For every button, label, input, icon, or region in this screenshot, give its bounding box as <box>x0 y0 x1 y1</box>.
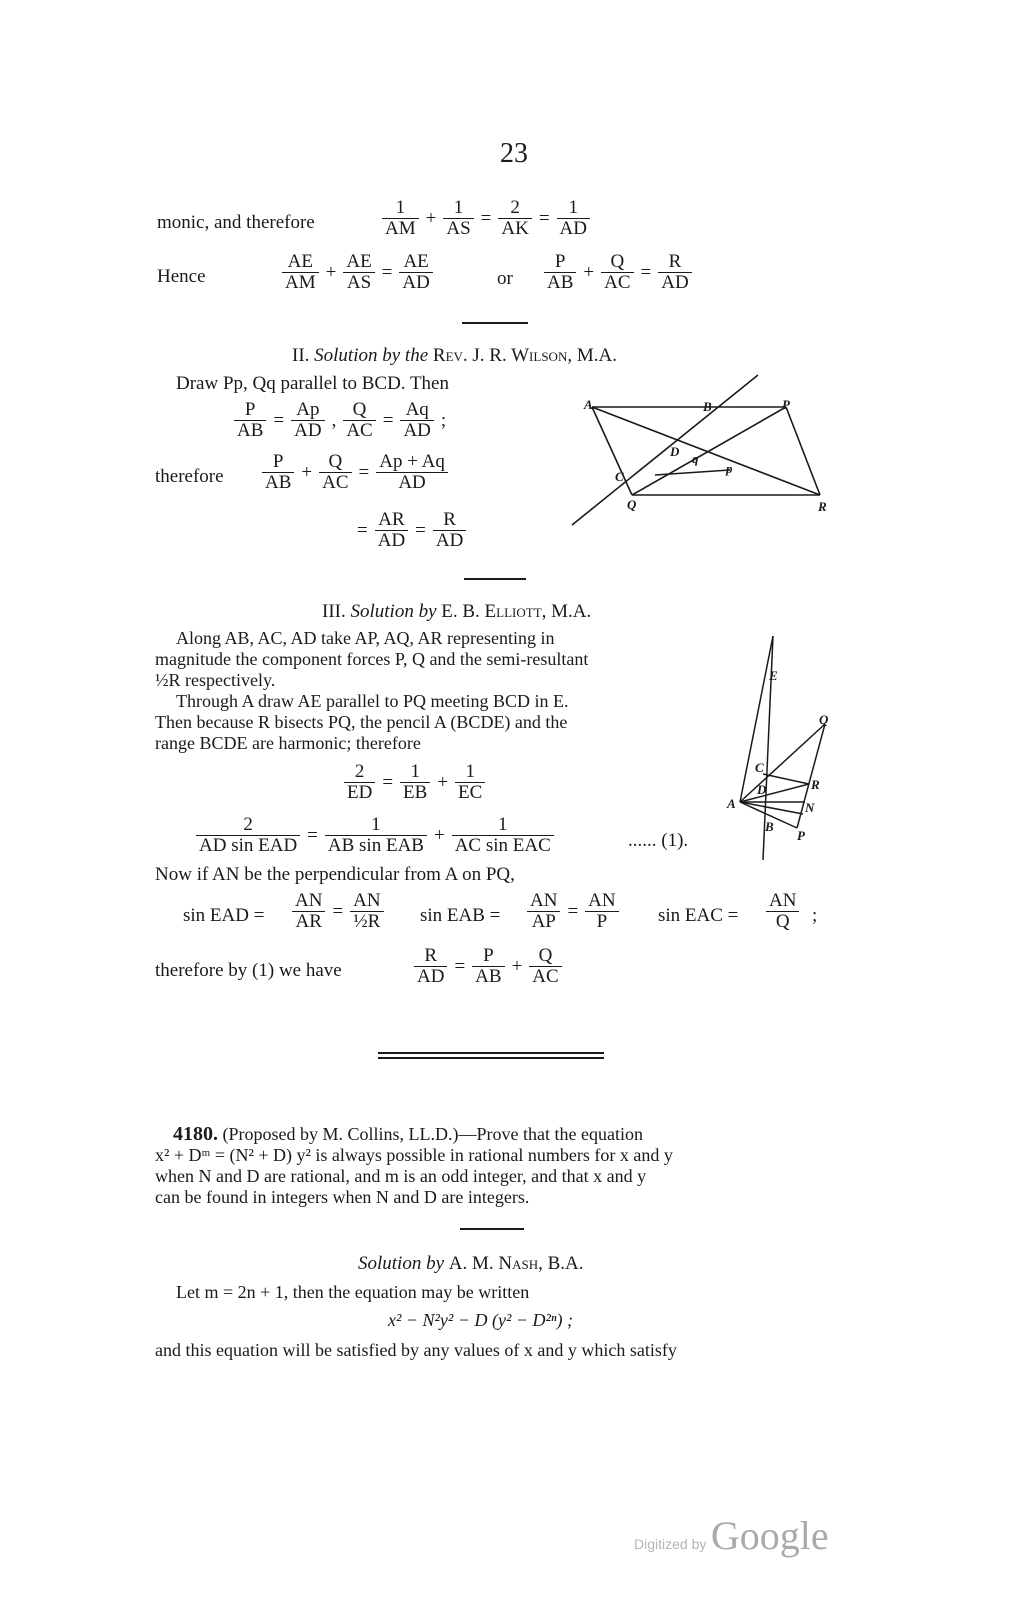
fraction <box>399 252 432 293</box>
fraction-denominator: AB <box>265 472 292 493</box>
equation-harmonic-reciprocals <box>378 198 594 239</box>
math-operator: = <box>382 409 394 431</box>
solution-3-heading <box>322 601 591 623</box>
sin-ead-label: sin EAD = <box>183 905 265 926</box>
equation-sum <box>258 452 452 493</box>
figure-label: p <box>726 461 733 476</box>
fraction-denominator: AD <box>402 272 430 293</box>
fraction <box>343 252 374 293</box>
fraction <box>766 891 799 932</box>
math-operator: = <box>415 519 426 541</box>
fraction <box>291 400 324 441</box>
figure-label: P <box>782 397 790 412</box>
equation-force-ratios <box>540 252 696 293</box>
fraction-numerator: 1 <box>455 762 485 783</box>
paragraph-line: range BCDE are harmonic; therefore <box>155 733 421 753</box>
figure-label: D <box>757 782 767 797</box>
hence-text: Hence <box>157 266 206 287</box>
fraction <box>658 252 691 293</box>
math-operator: = <box>538 207 550 229</box>
fraction-denominator: AP <box>531 911 556 932</box>
equation-ae-ratios <box>278 252 437 293</box>
fraction-denominator: ED <box>347 782 373 803</box>
solution-3-paragraph <box>155 628 715 754</box>
fraction-numerator: R <box>658 252 691 273</box>
watermark-small: Digitized by <box>634 1536 707 1552</box>
fraction-numerator: 2 <box>344 762 375 783</box>
fraction <box>433 510 466 551</box>
paragraph-line: Along AB, AC, AD take AP, AQ, AR representing in <box>176 628 555 648</box>
therefore-text: therefore by (1) we have <box>155 960 342 981</box>
fraction-denominator: AB <box>237 420 264 441</box>
heading-italic: Solution by <box>350 601 437 622</box>
fraction-numerator: 2 <box>498 198 531 219</box>
force-figure <box>725 632 845 864</box>
fraction-numerator: R <box>433 510 466 531</box>
fraction-denominator: AD <box>417 966 445 987</box>
fraction-denominator: AM <box>385 218 416 239</box>
fraction <box>414 946 447 987</box>
fraction-numerator: Aq <box>400 400 433 421</box>
solution-2-heading <box>292 345 617 367</box>
fraction-denominator: AR <box>295 911 322 932</box>
section-divider <box>460 1228 524 1230</box>
paragraph-line: Then because R bisects PQ, the pencil A (BCDE) and the <box>155 712 568 732</box>
fraction <box>557 198 590 239</box>
fraction-denominator: AC sin EAC <box>454 835 551 856</box>
solution-2-line: Draw Pp, Qq parallel to BCD. Then <box>176 373 449 394</box>
fraction-numerator: AN <box>585 891 618 912</box>
fraction <box>375 510 408 551</box>
fraction-numerator: Q <box>529 946 561 967</box>
figure-label: C <box>755 760 764 775</box>
fraction-denominator: EC <box>458 782 483 803</box>
math-operator: = <box>382 771 394 793</box>
fraction-numerator: P <box>544 252 576 273</box>
nash-line: Let m = 2n + 1, then the equation may be written <box>176 1282 530 1302</box>
fraction <box>292 891 325 932</box>
author-name: E. B. Elliott, M.A. <box>441 601 592 622</box>
figure-label: P <box>797 828 805 843</box>
equation-parallel-ratios <box>230 400 449 441</box>
figure-label: E <box>769 668 778 683</box>
problem-line <box>155 1124 845 1145</box>
watermark-brand: Google <box>710 1513 829 1558</box>
equation-result <box>354 510 470 551</box>
fraction-denominator: AC <box>532 966 559 987</box>
sin-eac-label: sin EAC = <box>658 905 739 926</box>
fraction <box>343 400 375 441</box>
figure-label: R <box>811 777 820 792</box>
fraction-numerator: Ap <box>291 400 324 421</box>
fraction-denominator: AD sin EAD <box>199 835 298 856</box>
figure-label: A <box>584 397 593 412</box>
fraction-denominator: AC <box>346 420 373 441</box>
fraction-denominator: AD <box>294 420 322 441</box>
math-operator: = <box>273 409 285 431</box>
fraction <box>234 400 266 441</box>
equation-sin-eab <box>523 891 623 932</box>
fraction-numerator: AN <box>350 891 383 912</box>
sin-eab-label: sin EAB = <box>420 905 501 926</box>
semicolon: ; <box>812 905 818 926</box>
figure-label: B <box>765 819 774 834</box>
math-operator: + <box>325 261 337 283</box>
fraction <box>455 762 485 803</box>
fraction <box>472 946 504 987</box>
equation-sines <box>192 815 558 856</box>
paragraph-line: Through A draw AE parallel to PQ meeting BCD in E. <box>176 691 569 711</box>
fraction-numerator: Q <box>319 452 351 473</box>
fraction-denominator: ½R <box>353 911 381 932</box>
math-operator: = <box>381 261 393 283</box>
fraction-numerator: AN <box>766 891 799 912</box>
fraction-denominator: P <box>596 911 608 932</box>
fraction <box>376 452 448 493</box>
fraction-numerator: 2 <box>196 815 300 836</box>
figure-label: C <box>615 469 624 484</box>
fraction-denominator: AB sin EAB <box>327 835 424 856</box>
math-operator: = <box>307 824 318 846</box>
fraction-numerator: R <box>414 946 447 967</box>
fraction-numerator: AR <box>375 510 408 531</box>
heading-number: III. <box>322 601 346 622</box>
fraction-denominator: EB <box>403 782 428 803</box>
fraction <box>325 815 427 856</box>
parallelogram-figure <box>560 365 850 530</box>
fraction-numerator: 1 <box>325 815 427 836</box>
heading-number: II. <box>292 345 310 366</box>
math-operator: ; <box>440 409 447 431</box>
problem-text: (Proposed by M. Collins, LL.D.)—Prove that the equation <box>222 1124 643 1144</box>
fraction <box>529 946 561 987</box>
math-operator: = <box>480 207 492 229</box>
fraction-numerator: 1 <box>443 198 473 219</box>
fraction-numerator: P <box>262 452 294 473</box>
math-operator: + <box>301 461 313 483</box>
fraction <box>382 198 419 239</box>
figure-label: A <box>727 796 736 811</box>
fraction-numerator: AE <box>399 252 432 273</box>
fraction-denominator: AD <box>661 272 689 293</box>
solution-nash-heading <box>358 1253 584 1275</box>
fraction-numerator: AN <box>527 891 560 912</box>
problem-line: can be found in integers when N and D are integers. <box>155 1187 530 1207</box>
fraction-denominator: Q <box>775 911 790 932</box>
fraction <box>498 198 531 239</box>
heading-italic: Solution by <box>358 1253 445 1274</box>
section-divider <box>462 322 528 324</box>
fraction-numerator: 1 <box>557 198 590 219</box>
problem-number: 4180. <box>173 1123 218 1145</box>
paragraph-line: magnitude the component forces P, Q and the semi-resultant <box>155 649 589 669</box>
monic-text: monic, and therefore <box>157 212 315 233</box>
fraction <box>344 762 375 803</box>
fraction <box>544 252 576 293</box>
double-rule-divider <box>378 1052 604 1059</box>
fraction-numerator: 1 <box>452 815 554 836</box>
fraction-denominator: AS <box>346 272 372 293</box>
figure-label: Q <box>819 712 829 727</box>
fraction-numerator: AE <box>343 252 374 273</box>
nash-line: and this equation will be satisfied by any values of x and y which satisfy <box>155 1340 677 1360</box>
problem-statement <box>155 1124 845 1208</box>
fraction-denominator: AD <box>403 420 431 441</box>
math-operator: = <box>332 900 344 922</box>
fraction <box>400 400 433 441</box>
problem-line: when N and D are rational, and m is an odd integer, and that x and y <box>155 1166 647 1186</box>
fraction-numerator: P <box>234 400 266 421</box>
fraction <box>282 252 319 293</box>
equation-harmonic-range <box>340 762 489 803</box>
math-operator: + <box>583 261 595 283</box>
figure-label: Q <box>627 497 637 512</box>
fraction-denominator: AD <box>398 472 426 493</box>
fraction-numerator: AN <box>292 891 325 912</box>
equation-number-label: ...... (1). <box>628 830 689 851</box>
fraction <box>262 452 294 493</box>
digitized-watermark <box>634 1512 829 1559</box>
fraction <box>319 452 351 493</box>
fraction-numerator: Ap + Aq <box>376 452 448 473</box>
figure-label: R <box>818 499 827 514</box>
section-divider <box>464 578 526 580</box>
math-operator: = <box>357 519 368 541</box>
paragraph-line: ½R respectively. <box>155 670 276 690</box>
fraction-denominator: AB <box>475 966 502 987</box>
fraction <box>527 891 560 932</box>
math-operator: + <box>425 207 437 229</box>
fraction-numerator: Q <box>343 400 375 421</box>
equation-final <box>410 946 566 987</box>
fraction-denominator: AD <box>435 530 464 551</box>
math-operator: + <box>433 824 445 846</box>
fraction <box>443 198 473 239</box>
math-operator: + <box>437 771 449 793</box>
math-operator: , <box>331 409 337 431</box>
fraction-denominator: AK <box>501 218 529 239</box>
fraction-denominator: AD <box>377 530 406 551</box>
fraction-numerator: 1 <box>382 198 419 219</box>
fraction <box>585 891 618 932</box>
fraction <box>400 762 430 803</box>
therefore-text: therefore <box>155 466 224 487</box>
fraction-denominator: AM <box>285 272 316 293</box>
fraction-numerator: P <box>472 946 504 967</box>
figure-label: B <box>703 399 712 414</box>
fraction <box>196 815 300 856</box>
problem-line: x² + Dᵐ = (N² + D) y² is always possible in rational numbers for x and y <box>155 1145 673 1165</box>
fraction-numerator: Q <box>601 252 633 273</box>
fraction <box>601 252 633 293</box>
now-line: Now if AN be the perpendicular from A on PQ, <box>155 864 515 885</box>
figure-label: N <box>805 800 815 815</box>
or-text: or <box>497 268 513 289</box>
page-number: 23 <box>500 138 528 169</box>
heading-italic: Solution by the <box>314 345 429 366</box>
fraction-denominator: AD <box>559 218 587 239</box>
author-name: A. M. Nash, B.A. <box>448 1253 584 1274</box>
fraction-denominator: AS <box>446 218 471 239</box>
equation-sin-ead <box>288 891 388 932</box>
math-operator: = <box>358 461 370 483</box>
math-operator: = <box>640 261 652 283</box>
fraction-denominator: AC <box>322 472 349 493</box>
math-operator: + <box>511 955 523 977</box>
math-operator: = <box>454 955 466 977</box>
fraction-numerator: 1 <box>400 762 430 783</box>
figure-label: D <box>670 444 680 459</box>
figure-label: q <box>692 451 699 466</box>
nash-equation: x² − N²y² − D (y² − D²ⁿ) ; <box>388 1310 574 1330</box>
fraction-denominator: AB <box>547 272 574 293</box>
author-name: Rev. J. R. Wilson, M.A. <box>432 345 617 366</box>
fraction <box>452 815 554 856</box>
fraction-numerator: AE <box>282 252 319 273</box>
math-operator: = <box>567 900 579 922</box>
fraction <box>350 891 383 932</box>
equation-sin-eac <box>762 891 803 932</box>
fraction-denominator: AC <box>604 272 631 293</box>
